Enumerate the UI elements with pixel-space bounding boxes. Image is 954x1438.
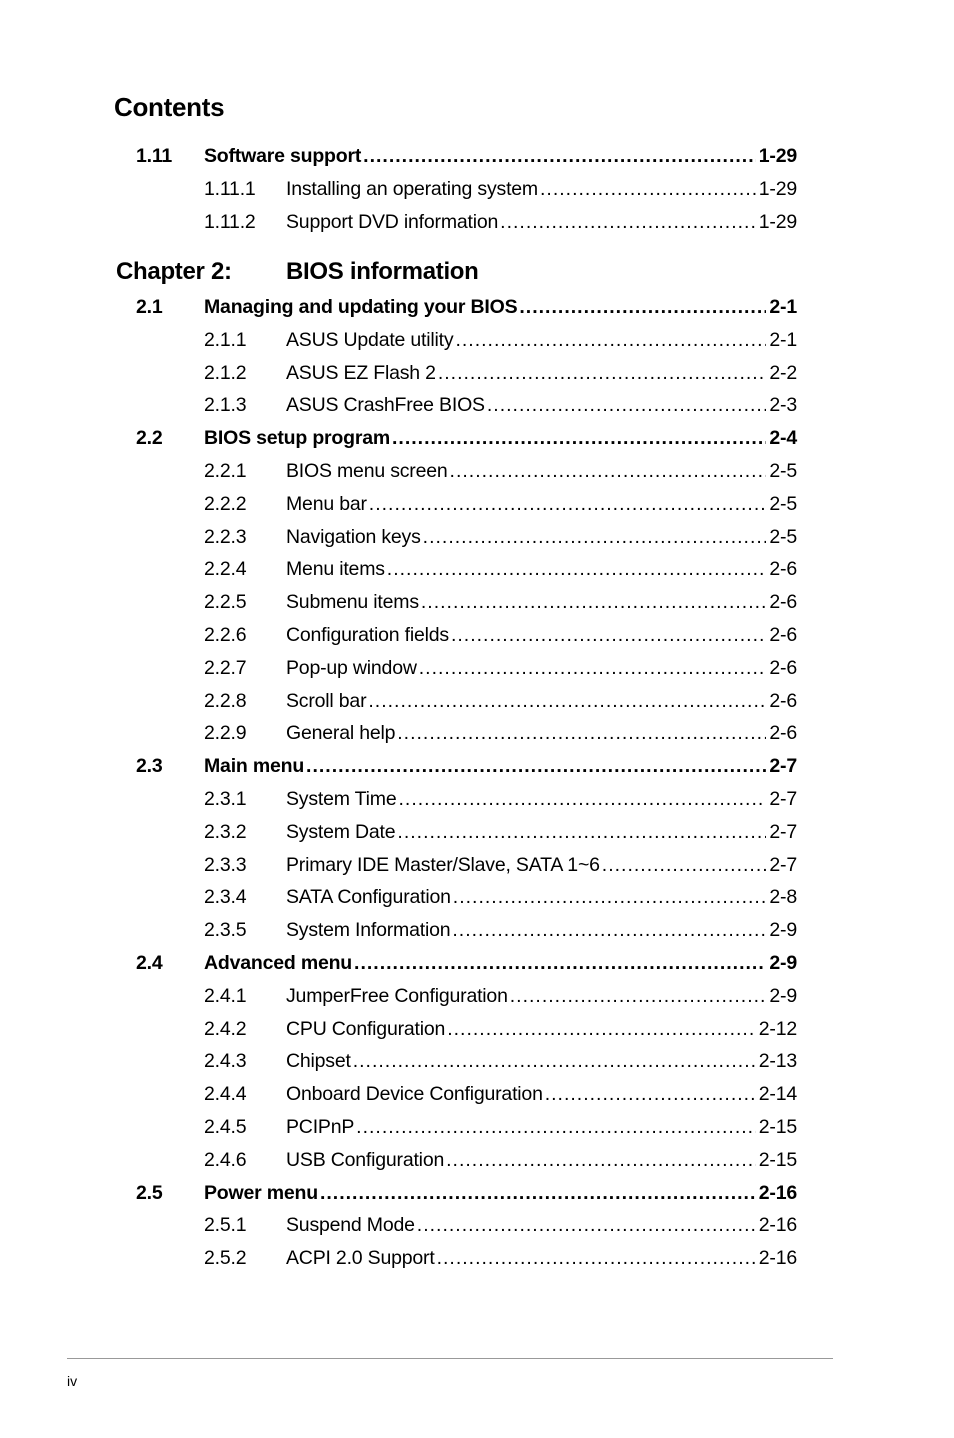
toc-entry[interactable] <box>136 359 797 387</box>
toc-entry-number: 2.2.9 <box>204 722 247 745</box>
toc-entry-page: 2-1 <box>769 328 797 351</box>
dot-leader <box>387 555 767 583</box>
dot-leader <box>446 1146 756 1174</box>
dot-leader <box>500 208 756 236</box>
dot-leader <box>419 654 767 682</box>
toc-entry-title: Software support <box>204 145 362 167</box>
toc-entry-number: 2.3.4 <box>204 886 247 909</box>
toc-entry-number: 2.3 <box>136 755 163 778</box>
toc-entry-page: 2-16 <box>758 1214 797 1237</box>
toc-entry-page: 2-9 <box>769 919 797 942</box>
toc-entry-page: 2-8 <box>769 886 797 909</box>
toc-entry-title: Support DVD information <box>286 210 499 233</box>
toc-entry-title: Menu items <box>286 558 385 581</box>
toc-entry-page: 2-1 <box>769 296 797 318</box>
toc-entry-title: CPU Configuration <box>286 1017 446 1040</box>
toc-entry[interactable] <box>136 719 797 747</box>
dot-leader <box>519 293 766 321</box>
dot-leader <box>423 523 767 551</box>
toc-entry-number: 2.3.1 <box>204 788 247 810</box>
dot-leader <box>602 851 767 879</box>
toc-entry-number: 2.2.3 <box>204 525 247 548</box>
toc-entry-number: 2.1.3 <box>204 394 247 417</box>
toc-entry[interactable] <box>136 523 797 551</box>
toc-entry-number: 1.11 <box>136 145 173 167</box>
toc-entry-page: 2-16 <box>758 1181 797 1204</box>
toc-entry-title: Advanced menu <box>204 952 353 974</box>
toc-entry-number: 2.4.2 <box>204 1017 247 1040</box>
dot-leader <box>417 1211 756 1239</box>
toc-entry[interactable] <box>136 851 797 879</box>
toc-entry-page: 2-5 <box>769 525 797 548</box>
toc-entry-number: 2.5 <box>136 1181 163 1204</box>
toc-entry[interactable] <box>136 1244 797 1272</box>
toc-entry-number: 2.2 <box>136 427 163 450</box>
toc-entry[interactable] <box>136 654 797 682</box>
toc-entry-page: 1-29 <box>758 145 797 167</box>
toc-entry-title: System Information <box>286 919 451 942</box>
dot-leader <box>368 687 766 715</box>
toc-entry-number: 2.4.6 <box>204 1148 247 1171</box>
toc-entry[interactable] <box>136 752 797 780</box>
toc-entry[interactable] <box>136 175 797 203</box>
toc-entry-page: 2-13 <box>758 1050 797 1073</box>
toc-entry-number: 2.2.8 <box>204 689 247 712</box>
toc-entry-page: 2-4 <box>769 427 797 450</box>
toc-entry[interactable] <box>136 293 797 321</box>
toc-entry-title: ASUS Update utility <box>286 328 454 351</box>
toc-entry-number: 2.4.5 <box>204 1116 247 1138</box>
toc-entry[interactable] <box>136 785 797 813</box>
toc-entry-page: 2-6 <box>769 591 797 614</box>
dot-leader <box>397 719 766 747</box>
toc-entry-title: Navigation keys <box>286 525 421 548</box>
toc-entry-page: 2-9 <box>769 952 797 974</box>
toc-entry-number: 2.4.3 <box>204 1050 247 1073</box>
toc-entry-title: Chipset <box>286 1050 351 1073</box>
footer-page-number: iv <box>67 1373 78 1389</box>
toc-entry-number: 2.3.3 <box>204 853 247 876</box>
toc-entry-number: 2.5.2 <box>204 1247 247 1270</box>
toc-entry-title: SATA Configuration <box>286 886 451 909</box>
dot-leader <box>392 424 766 452</box>
dot-leader <box>354 949 766 977</box>
toc-entry-title: Menu bar <box>286 492 367 515</box>
dot-leader <box>353 1047 756 1075</box>
toc-entry[interactable] <box>136 1015 797 1043</box>
toc-entry[interactable] <box>136 457 797 485</box>
dot-leader <box>545 1080 756 1108</box>
toc-entry-number: 2.1 <box>136 296 163 318</box>
toc-entry[interactable] <box>136 1047 797 1075</box>
dot-leader <box>540 175 756 203</box>
toc-entry-title: PCIPnP <box>286 1116 355 1138</box>
toc-entry-page: 2-6 <box>769 722 797 745</box>
toc-entry-page: 1-29 <box>758 210 797 233</box>
toc-entry-number: 2.4.4 <box>204 1083 247 1106</box>
dot-leader <box>356 1113 756 1141</box>
toc-entry-title: Pop-up window <box>286 656 417 679</box>
toc-entry-number: 2.2.1 <box>204 460 247 482</box>
dot-leader <box>455 326 766 354</box>
dot-leader <box>399 785 767 813</box>
toc-entry[interactable] <box>136 588 797 616</box>
chapter-title: BIOS information <box>286 258 479 285</box>
dot-leader <box>452 916 766 944</box>
toc-entry-title: Configuration fields <box>286 624 449 646</box>
dot-leader <box>397 818 766 846</box>
dot-leader <box>320 1179 756 1207</box>
page-title: Contents <box>114 92 225 122</box>
toc-entry-page: 2-6 <box>769 689 797 712</box>
dot-leader <box>450 457 767 485</box>
toc-entry-title: JumperFree Configuration <box>286 984 508 1007</box>
dot-leader <box>363 142 756 170</box>
toc-entry-page: 2-15 <box>758 1148 797 1171</box>
toc-entry-title: Primary IDE Master/Slave, SATA 1~6 <box>286 853 600 876</box>
toc-entry-number: 2.2.6 <box>204 624 247 646</box>
toc-entry-page: 2-3 <box>769 394 797 417</box>
toc-entry-page: 2-2 <box>769 361 797 384</box>
toc-entry-page: 2-9 <box>769 984 797 1007</box>
toc-entry-title: Submenu items <box>286 591 419 614</box>
dot-leader <box>369 490 767 518</box>
toc-entry-number: 2.5.1 <box>204 1214 247 1237</box>
toc-entry-number: 2.4 <box>136 952 163 974</box>
toc-entry-title: ASUS CrashFree BIOS <box>286 394 485 417</box>
toc-entry[interactable] <box>136 1211 797 1239</box>
toc-entry-number: 2.3.2 <box>204 820 247 843</box>
toc-entry-page: 2-6 <box>769 558 797 581</box>
toc-entry-title: ASUS EZ Flash 2 <box>286 361 436 384</box>
toc-entry-title: BIOS setup program <box>204 427 391 450</box>
toc-entry[interactable] <box>136 1146 797 1174</box>
toc-entry-number: 2.1.2 <box>204 361 247 384</box>
toc-entry-title: General help <box>286 722 396 745</box>
chapter-heading <box>116 258 479 286</box>
toc-entry-number: 2.2.7 <box>204 656 247 679</box>
toc-entry-page: 2-7 <box>769 788 797 810</box>
toc-entry-title: Suspend Mode <box>286 1214 415 1237</box>
toc-entry-title: BIOS menu screen <box>286 460 448 482</box>
toc-entry-page: 2-14 <box>758 1083 797 1106</box>
footer-divider <box>67 1358 833 1359</box>
toc-entry-page: 2-15 <box>758 1116 797 1138</box>
toc-entry-page: 2-6 <box>769 624 797 646</box>
dot-leader <box>451 621 766 649</box>
toc-entry-number: 2.3.5 <box>204 919 247 942</box>
dot-leader <box>421 588 767 616</box>
toc-entry[interactable] <box>136 208 797 236</box>
toc-entry-page: 2-5 <box>769 492 797 515</box>
toc-entry-page: 2-12 <box>758 1017 797 1040</box>
toc-entry[interactable] <box>136 916 797 944</box>
toc-entry[interactable] <box>136 424 797 452</box>
toc-entry-number: 2.1.1 <box>204 328 247 351</box>
toc-entry-page: 2-5 <box>769 460 797 482</box>
toc-entry[interactable] <box>136 326 797 354</box>
toc-entry-title: System Date <box>286 820 396 843</box>
toc-entry[interactable] <box>136 555 797 583</box>
toc-entry-title: Managing and updating your BIOS <box>204 296 518 318</box>
dot-leader <box>438 359 767 387</box>
toc-entry-number: 2.4.1 <box>204 984 247 1007</box>
toc-entry[interactable] <box>136 490 797 518</box>
toc-entry-title: Main menu <box>204 755 305 778</box>
toc-entry-title: Installing an operating system <box>286 177 538 200</box>
toc-entry[interactable] <box>136 687 797 715</box>
toc-entry-number: 2.2.4 <box>204 558 247 581</box>
dot-leader <box>306 752 766 780</box>
toc-entry-title: USB Configuration <box>286 1148 445 1171</box>
toc-entry-page: 2-7 <box>769 755 797 778</box>
dot-leader <box>510 982 767 1010</box>
toc-entry-title: Power menu <box>204 1181 318 1204</box>
toc-entry[interactable] <box>136 142 797 170</box>
toc-entry-number: 1.11.2 <box>204 210 256 233</box>
toc-entry-title: Onboard Device Configuration <box>286 1083 543 1106</box>
chapter-label: Chapter 2: <box>116 258 232 285</box>
dot-leader <box>487 391 767 419</box>
toc-entry[interactable] <box>136 1179 797 1207</box>
toc-entry[interactable] <box>136 949 797 977</box>
toc-entry[interactable] <box>136 621 797 649</box>
toc-entry-page: 1-29 <box>758 177 797 200</box>
toc-entry-title: System Time <box>286 788 397 810</box>
toc-entry[interactable] <box>136 818 797 846</box>
toc-entry-page: 2-7 <box>769 853 797 876</box>
toc-entry-number: 1.11.1 <box>204 177 256 200</box>
toc-entry-title: Scroll bar <box>286 689 367 712</box>
toc-entry-number: 2.2.2 <box>204 492 247 515</box>
toc-entry-page: 2-6 <box>769 656 797 679</box>
toc-entry-number: 2.2.5 <box>204 591 247 614</box>
toc-entry[interactable] <box>136 982 797 1010</box>
toc-entry[interactable] <box>136 1080 797 1108</box>
toc-entry[interactable] <box>136 391 797 419</box>
toc-entry-page: 2-7 <box>769 820 797 843</box>
dot-leader <box>437 1244 756 1272</box>
toc-entry-title: ACPI 2.0 Support <box>286 1247 435 1270</box>
toc-entry[interactable] <box>136 883 797 911</box>
toc-entry[interactable] <box>136 1113 797 1141</box>
dot-leader <box>447 1015 756 1043</box>
dot-leader <box>453 883 767 911</box>
toc-entry-page: 2-16 <box>758 1247 797 1270</box>
